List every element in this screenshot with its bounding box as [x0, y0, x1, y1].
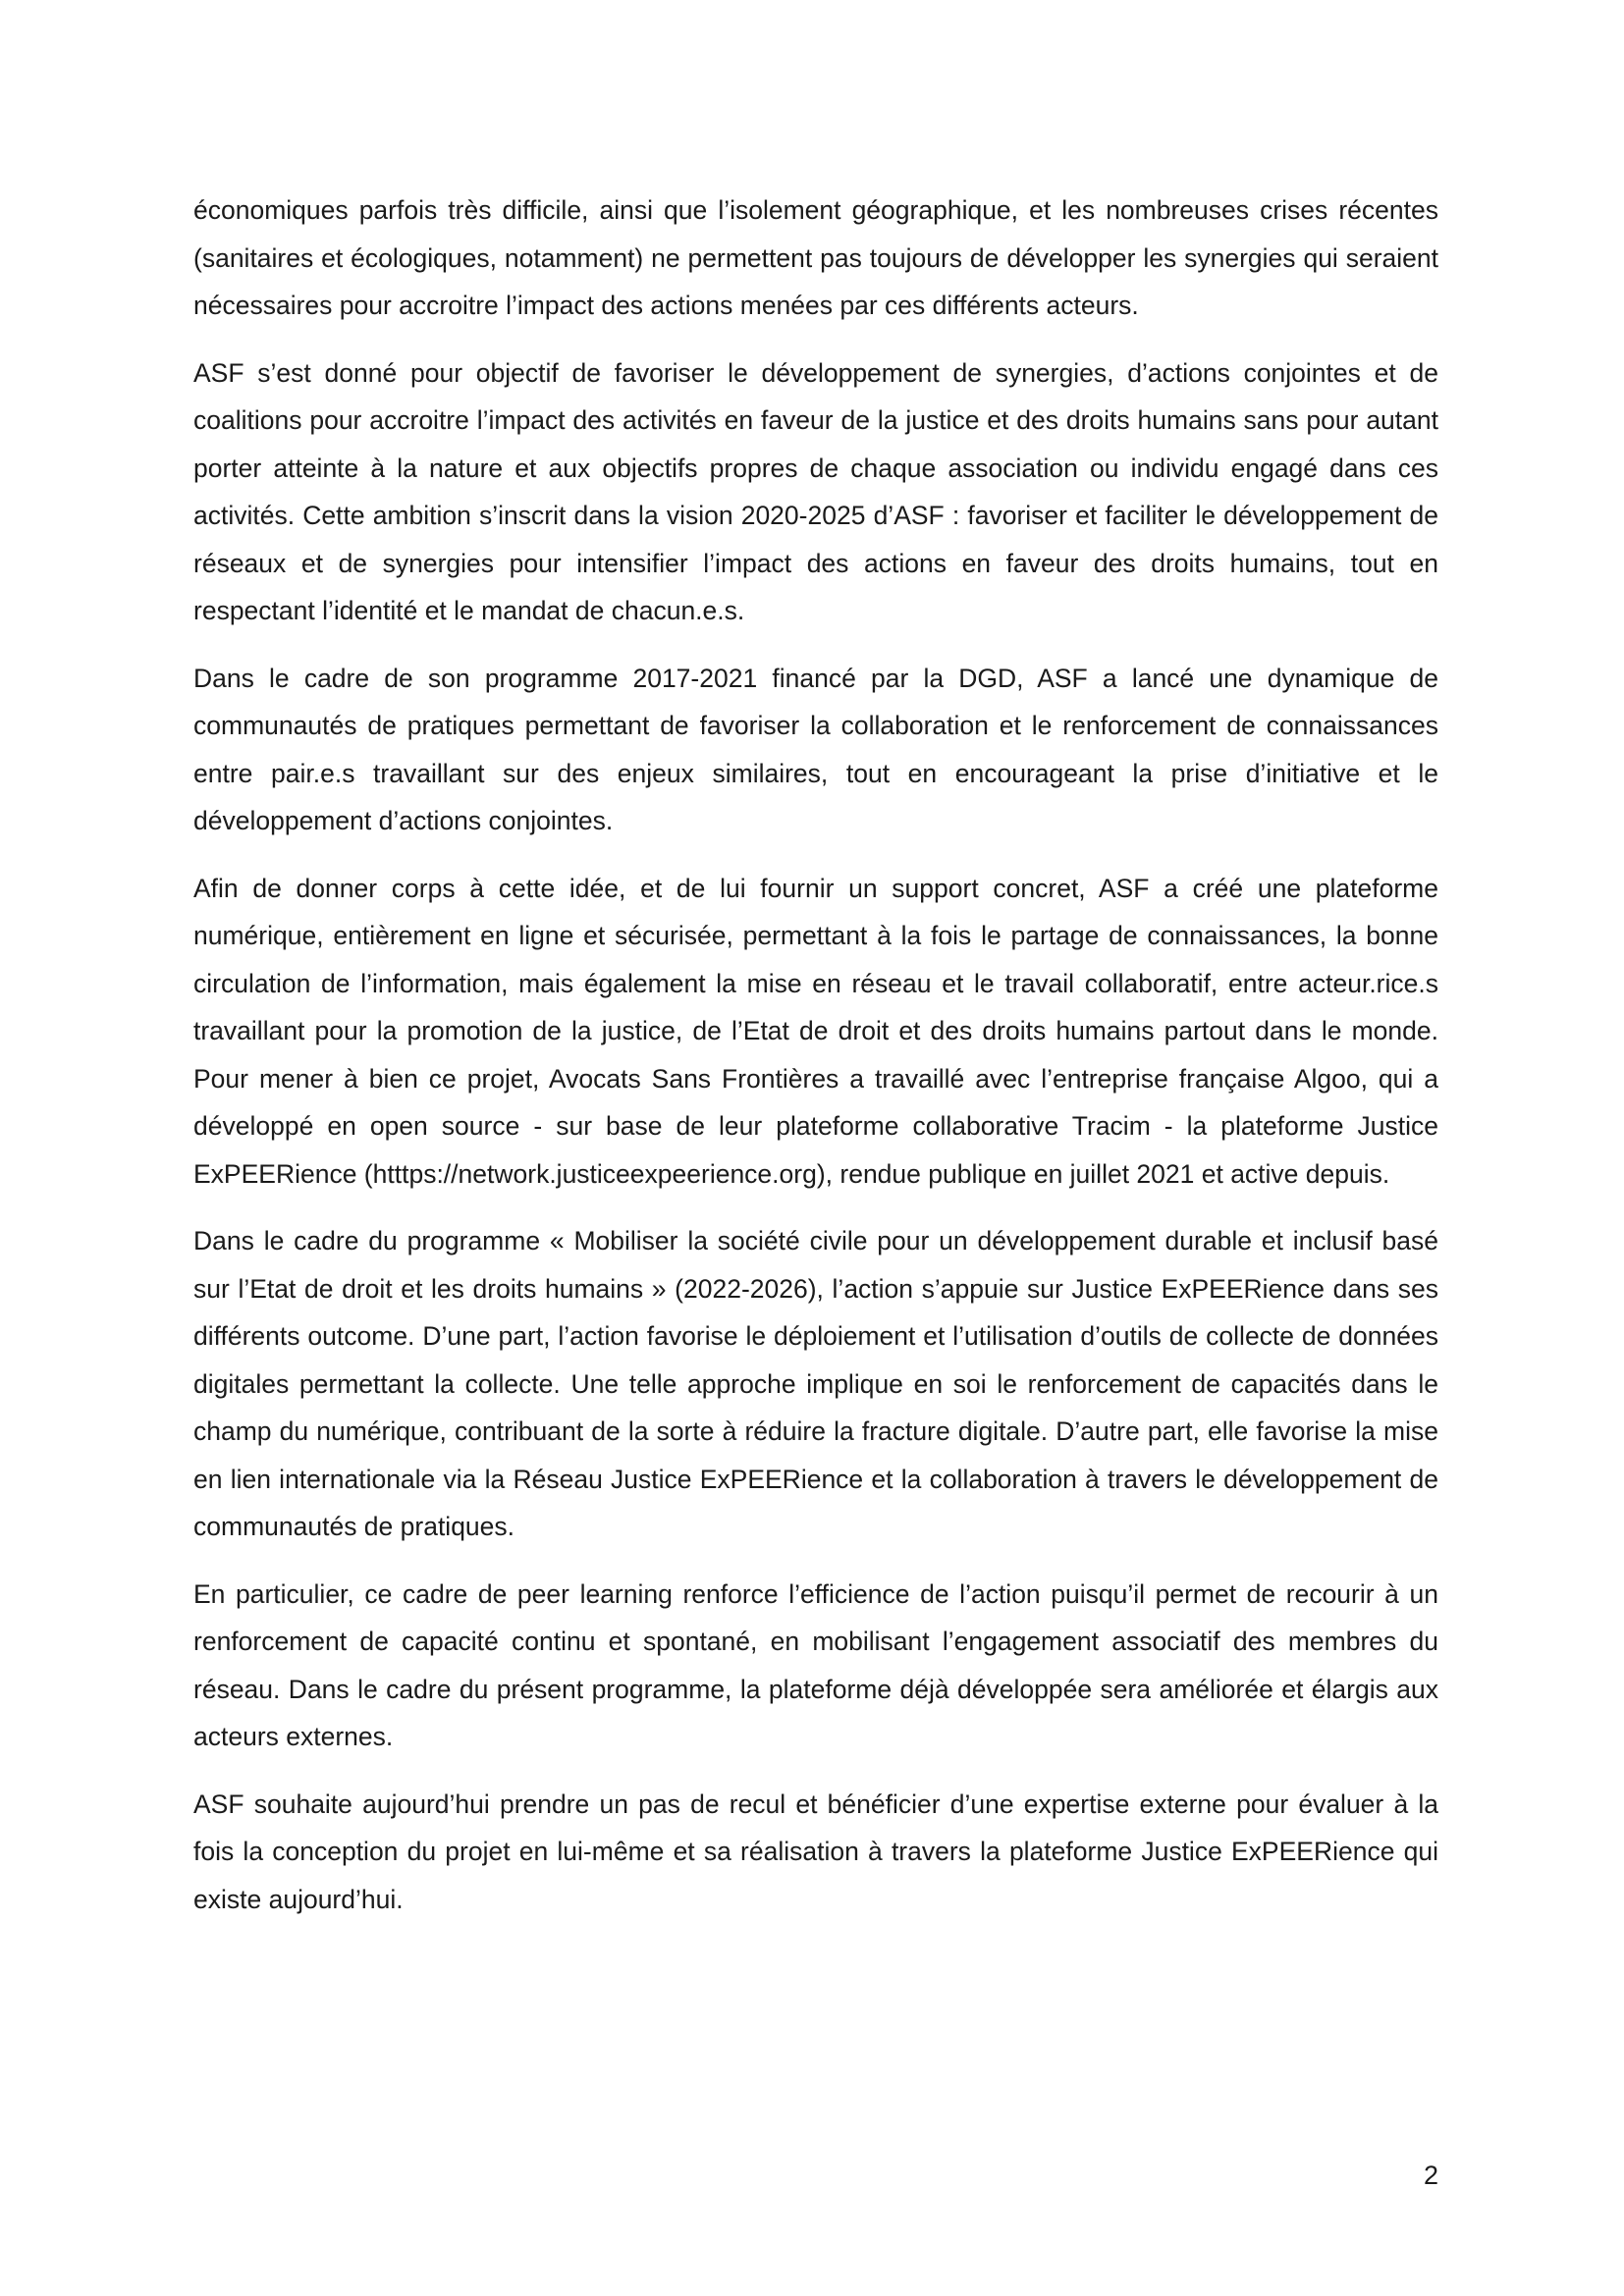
paragraph-1: économiques parfois très difficile, ainsi que l’isolement géographique, et les nombreuses crises récentes (sanitaires et écologiques, notamment) ne permettent pas toujours de développer les synergies qui seraient nécessaires pour accroitre l’impact des actions menées par ces différents acteurs. [193, 195, 1438, 320]
paragraph-5: Dans le cadre du programme « Mobiliser la société civile pour un développement durable et inclusif basé sur l’Etat de droit et les droits humains » (2022-2026), l’action s’appuie sur Justice ExPEERience dans ses différents outcome. D’une part, l’action favorise le déploiement et l’utilisation d’outils de collecte de données digitales permettant la collecte. Une telle approche implique en soi le renforcement de capacités dans le champ du numérique, contribuant de la sorte à réduire la fracture digitale. D’autre part, elle favorise la mise en lien internationale via la Réseau Justice ExPEERience et la collaboration à travers le développement de communautés de pratiques. [193, 1226, 1438, 1541]
paragraph-4: Afin de donner corps à cette idée, et de lui fournir un support concret, ASF a créé une plateforme numérique, entièrement en ligne et sécurisée, permettant à la fois le partage de connaissances, la bonne circulation de l’information, mais également la mise en réseau et le travail collaboratif, entre acteur.rice.s travaillant pour la promotion de la justice, de l’Etat de droit et des droits humains partout dans le monde. Pour mener à bien ce projet, Avocats Sans Frontières a travaillé avec l’entreprise française Algoo, qui a développé en open source - sur base de leur plateforme collaborative Tracim - la plateforme Justice ExPEERience (htttps://network.justiceexpeerience.org), rendue publique en juillet 2021 et active depuis. [193, 873, 1438, 1189]
page-number: 2 [1423, 2161, 1438, 2190]
paragraph-7: ASF souhaite aujourd’hui prendre un pas de recul et bénéficier d’une expertise externe pour évaluer à la fois la conception du projet en lui-même et sa réalisation à travers la plateforme Justice ExPEERience qui existe aujourd’hui. [193, 1789, 1438, 1914]
paragraph-3: Dans le cadre de son programme 2017-2021 financé par la DGD, ASF a lancé une dynamique de communautés de pratiques permettant de favoriser la collaboration et le renforcement de connaissances entre pair.e.s travaillant sur des enjeux similaires, tout en encourageant la prise d’initiative et le développement d’actions conjointes. [193, 663, 1438, 835]
paragraph-6: En particulier, ce cadre de peer learning renforce l’efficience de l’action puisqu’il permet de recourir à un renforcement de capacité continu et spontané, en mobilisant l’engagement associatif des membres du réseau. Dans le cadre du présent programme, la plateforme déjà développée sera améliorée et élargis aux acteurs externes. [193, 1578, 1438, 1751]
paragraph-2: ASF s’est donné pour objectif de favoriser le développement de synergies, d’actions conjointes et de coalitions pour accroitre l’impact des activités en faveur de la justice et des droits humains sans pour autant porter atteinte à la nature et aux objectifs propres de chaque association ou individu engagé dans ces activités. Cette ambition s’inscrit dans la vision 2020-2025 d’ASF : favoriser et faciliter le développement de réseaux et de synergies pour intensifier l’impact des actions en faveur des droits humains, tout en respectant l’identité et le mandat de chacun.e.s. [193, 357, 1438, 625]
body-text [193, 187, 1438, 1943]
